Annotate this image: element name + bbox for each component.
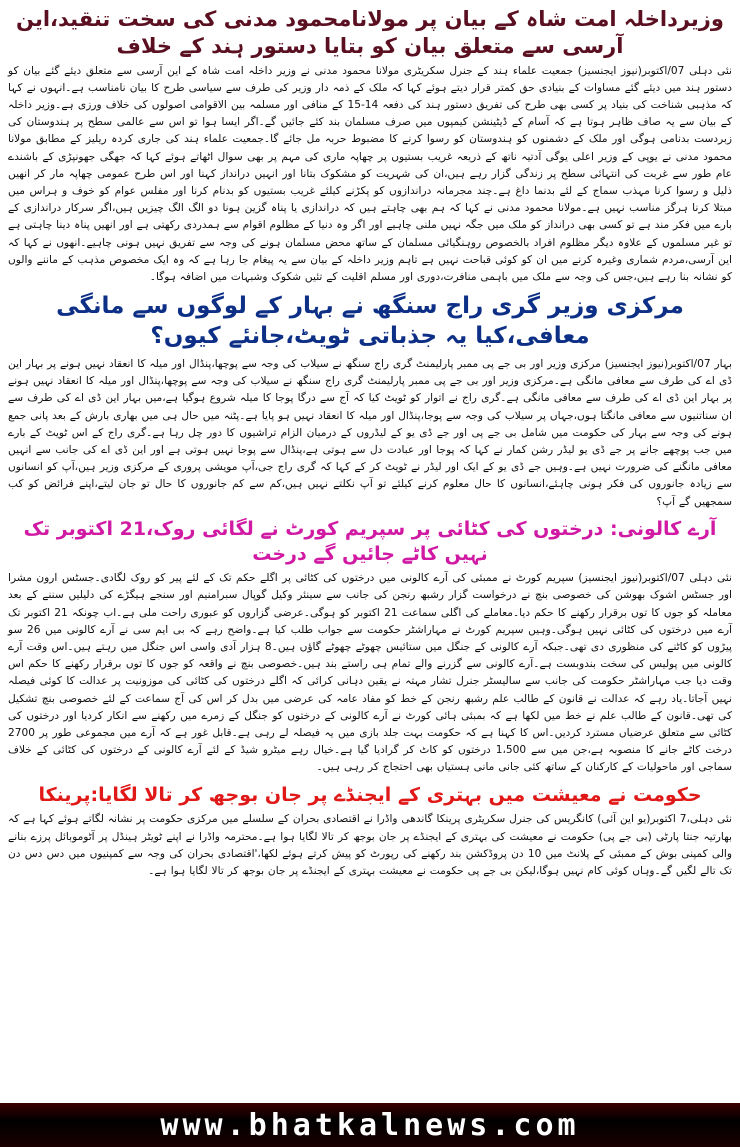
site-url[interactable]: www.bhatkalnews.com [160, 1107, 580, 1143]
article-4-headline: حکومت نے معیشت میں بہتری کے ایجنڈے پر جان بوجھ کر تالا لگایا:پرینکا [38, 783, 702, 806]
article-1-body: نئی دہلی 07/اکتوبر(نیوز ایجنسیز) جمعیت علماء ہند کے جنرل سکریٹری مولانا محمود مدنی نے وزیر داخلہ امت شاہ کے این آرسی سے متعلق دیئے گئے بیان کو دستور ہند میں دیئے گئے مساوات کے بنیادی حق کمتر قرار دیتے ہوئے کہا کہ ملک کے ذمہ دار وزیر کی طرف سے سیاسی طرح کا بیان نامناسب ہے۔انہوں نے کہا کہ مذہبی شناخت کی بنیاد پر کسی بھی طرح کی تفریق دستور ہند کی دفعہ 14-15 کے منافی اور مسلمہ بین الاقوامی اصولوں کی خلاف ورزی ہے۔وزیر داخلہ کے بیان سے یہ صاف ظاہر ہوتا ہے کہ آسام کے ڈیٹینشن کیمپوں میں صرف مسلمان بند کئے جائیں گے۔اگر ایسا ہوا تو اس سے عالمی سطح پر ہندوستان کی زبردست بدنامی ہوگی اور ملک کے دشمنوں کو ہندوستان کو رسوا کرنے کا مضبوط حربہ مل جائے گا۔جمعیت علماء ہند کی جاری کردہ ریلیز کے مطابق مولانا محمود مدنی نے یوپی کے وزیر اعلی یوگی آدتیہ ناتھ کے ذریعہ غریب بستیوں پر چھاپہ ماری کی مہم پر بھی سوال اٹھاتے ہوئے کہا کہ جھگی جھونپڑی کے باشندے عام طور سے غربت کی انتہائی سطح پر زندگی گزار رہے ہیں،ان کی شہریت کو مشکوک بتانا اور انہیں درانداز کہنا اور اس طرح عمومی چھاپہ مار کر انھیں ذلیل و رسوا کرنا مہذب سماج کے لئے بدنما داغ ہے۔چند مجرمانہ دراندازوں کو پکڑنے کیلئے غریب بستیوں کو بدنام کرنا اور مفلس عوام کو خوف و ہراس میں مبتلا کرنا ہرگز مناسب نہیں ہے۔مولانا محمود مدنی نے کہا کہ ہم بھی چاہتے ہیں کہ دراندازی یا پناہ گزین ہونا دو الگ الگ چیزیں ہیں،اگر سرکار دراندازی کے بارے میں فکر مند ہے تو کسی بھی درانداز کو ملک میں جگہ نہیں ملنی چاہیے اور اگر وہ دنیا کے مظلوم اقوام سے ہمدردی رکھتی ہے اور انھیں پناہ دینا چاہتی ہے تو غیر مسلموں کے علاوہ دیگر مظلوم افراد بالخصوص روہنگیائی مسلمان کے ساتھ محض مسلمان ہونے کی وجہ سے تفریق نہیں ہونی چاہیے۔انھوں نے کہا کہ این آرسی،مردم شماری وغیرہ کرنے میں ان کو کوئی قباحت نہیں ہے تاہم وزیر داخلہ کے بیان سے یہ پیغام جا رہا ہے کہ وہ ایک مخصوص مذہب کے ماننے والوں کو نشانہ بنا رہے ہیں،جس کی وجہ سے ملک میں باہمی منافرت،دوری اور مسلم اقلیت کے تئیں شکوک وشبہات میں اضافہ ہوگا۔ [8, 64, 732, 284]
site-footer-banner [0, 1103, 740, 1147]
article-3-body: نئی دہلی 07/اکتوبر(نیوز ایجنسیز) سپریم کورٹ نے ممبئی کی آرے کالونی میں درختوں کی کٹائی پر اگلے حکم تک کے لئے پیر کو روک لگادی۔جسٹس ارون مشرا اور جسٹس اشوک بھوشن کی خصوصی بنچ نے درخواست گزار رشبھ رنجن کی جانب سے سینئر وکیل گوپال سبرامنیم اور سنجے ہیگڑے کی دلیلیں سننے کے بعد معاملہ کو جوں کا توں برقرار رکھنے کا حکم دیا۔معاملے کی اگلی سماعت 21 اکتوبر کو ہوگی۔عرضی گزاروں کو عبوری راحت ملی ہے۔اب چونکہ 21 اکتوبر تک آرے میں درختوں کی کٹائی نہیں ہوگی۔وہیں سپریم کورٹ نے مہاراشٹر حکومت سے جواب طلب کیا ہے۔واضح رہے کہ بی ایم سی نے آرے کالونی میں 26 سو پیڑوں کو کاٹنے کی منظوری دی تھی۔جبکہ آرے کالونی کے جنگل میں ستائیس چھوٹے چھوٹے گاؤں ہیں۔8 ہزار آدی واسی اس جنگل میں رہتے ہیں۔اس وقت آرے کالونی میں پولیس کی سخت بندوبست ہے۔آرے کالونی سے گزرنے والے تمام ہی راستے بند ہیں۔خصوصی بنچ نے واقعہ کو جوں کا توں برقرار رکھنے کا حکم اس وقت دیا جب مہاراشٹر حکومت کی جانب سے سالیسٹر جنرل تشار مہتہ نے یقین دہانی کرائی کہ اگلے درختوں کی کٹائی کی موزونیت پر عدالت کا کوئی فیصلہ نہیں آجاتا۔یاد رہے کہ عدالت نے قانون کے طالب علم رشبھ رنجن کے خط کو مفاد عامہ کی عرضی میں بدل کر اس کی آج سماعت کے لئے خصوصی بنچ تشکیل کی تھی۔قانون کے طالب علم نے خط میں لکھا ہے کہ بمبئی ہائی کورٹ نے آرے کالونی کے درختوں کو جنگل کے زمرے میں رکھنے سے انکار کردیا اور درختوں کی کٹائی سے متعلق عرضیاں مسترد کردیں۔اس کا کہنا ہے کہ حکومت بہت جلد بازی میں یہ فیصلہ لے رہی ہے۔قابل غور ہے کہ آرے میں مجموعی طور پر 2700 درخت کاٹے جانے کا منصوبہ ہے،جن میں سے 1،500 درختوں کو کاٹ کر گرادیا گیا ہے۔خیال رہے میٹرو شیڈ کے لئے آرے کالونی کے درختوں کی کٹائی کے خلاف سماجی اور ماحولیات کے کارکنان کے ساتھ کئی جانی مانی ہستیاں بھی احتجاج کر رہی ہیں۔ [8, 572, 733, 774]
article-2-headline: مرکزی وزیر گری راج سنگھ نے بہار کے لوگوں سے مانگی معافی،کیا یہ جذباتی ٹویٹ،جانئے کیوں؟ [56, 293, 684, 350]
article-3-headline: آرے کالونی: درختوں کی کٹائی پر سپریم کورٹ نے لگائی روک،21 اکتوبر تک نہیں کاٹے جائیں گے درخت [23, 517, 717, 565]
article-1-headline: وزیرداخلہ امت شاہ کے بیان پر مولانامحمود مدنی کی سخت تنقید،این آرسی سے متعلق بیان کو بتایا دستور ہند کے خلاف [16, 7, 724, 59]
article-2-body: بہار 07/اکتوبر(نیوز ایجنسیز) مرکزی وزیر اور بی جے پی ممبر پارلیمنٹ گری راج سنگھ نے سیلاب کی وجہ سے پوچھا،پنڈال اور میلہ کا انعقاد نہیں ہونے پر بہار این ڈی اے کی طرف سے معافی مانگی ہے۔مرکزی وزیر اور بی جے پی ممبر پارلیمنٹ گری راج سنگھ نے سیلاب کی وجہ سے پوچھا،پنڈال اور میلہ کا انعقاد نہیں ہونے پر بہار این ڈی اے کی طرف سے معافی مانگی ہے۔گری راج نے اتوار کو ٹویٹ کیا کہ آج سے درگا پوجا کا میلہ شروع ہوگیا ہے،میں بہار این ڈی اے کی طرف سے ان سناتنیوں سے معافی مانگتا ہوں،جہاں پر سیلاب کی وجہ سے پوجا،پنڈال اور میلہ کا انعقاد نہیں ہو پایا ہے۔پٹنہ میں حال ہی میں بھاری بارش کے بعد پانی جمع ہونے کی وجہ سے بہار کی حکومت میں شامل بی جے پی اور جے ڈی یو کے لیڈروں کے درمیان الزام تراشیوں کا دور چل رہا ہے۔گری راج کے اس ٹویٹ کے بارے میں جب پوچھے جانے پر جے ڈی یو لیڈر رشن کمار نے کہا کہ پوجا اور عبادت دل سے ہوتی ہے،پنڈال سے پوجا نہیں ہوتی ہے اور این ڈی اے کی جانب سے انہیں معافی مانگنے کی ضرورت نہیں ہے۔وہیں جے ڈی یو کے ایک اور لیڈر نے ٹویٹ کر کے کہا کہ گری راج جی،آپ مویشی پروری کے مرکزی وزیر ہیں،آپ کو انسانوں سے زیادہ جانوروں کی فکر ہونی چاہئے،انسانوں کا حال معلوم کرنے کیلئے تو آپ نکلتے نہیں ہیں،کم سے کم جانوروں کا حال تو جان لیتے،اپنے فرائض کو کب سمجھیں گے آپ؟ [8, 358, 732, 508]
article-4-body: نئی دہلی،7 اکتوبر(یو این آئی) کانگریس کی جنرل سکریٹری پرینکا گاندھی واڈرا نے اقتصادی بحران کے سلسلے میں مرکزی حکومت پر نشانہ لگاتے ہوئے کہا ہے کہ بھارتیہ جنتا پارٹی (بی جے پی) حکومت نے معیشت کی بہتری کے ایجنڈے پر جان بوجھ کر تالا لگایا ہوا ہے۔محترمہ واڈرا نے اپنے ٹویٹر ہینڈل پر آٹوموبائل پرزے بنانے والی کمپنی بوش کے ممبئی کے پلانٹ میں 10 دن پروڈکشن بند رکھنے کی رپورٹ کو پیش کرتے ہوئے لکھا،'اقتصادی بحران کی وجہ سے کمپنیوں میں دس دس دن تک تالے لگیں گے۔وہاں کوئی کام نہیں ہوگا،لیکن بی جے پی حکومت نے معیشت بہتری کے ایجنڈے پر جان بوجھ کر تالا لگایا ہوا ہے۔ [8, 813, 732, 877]
